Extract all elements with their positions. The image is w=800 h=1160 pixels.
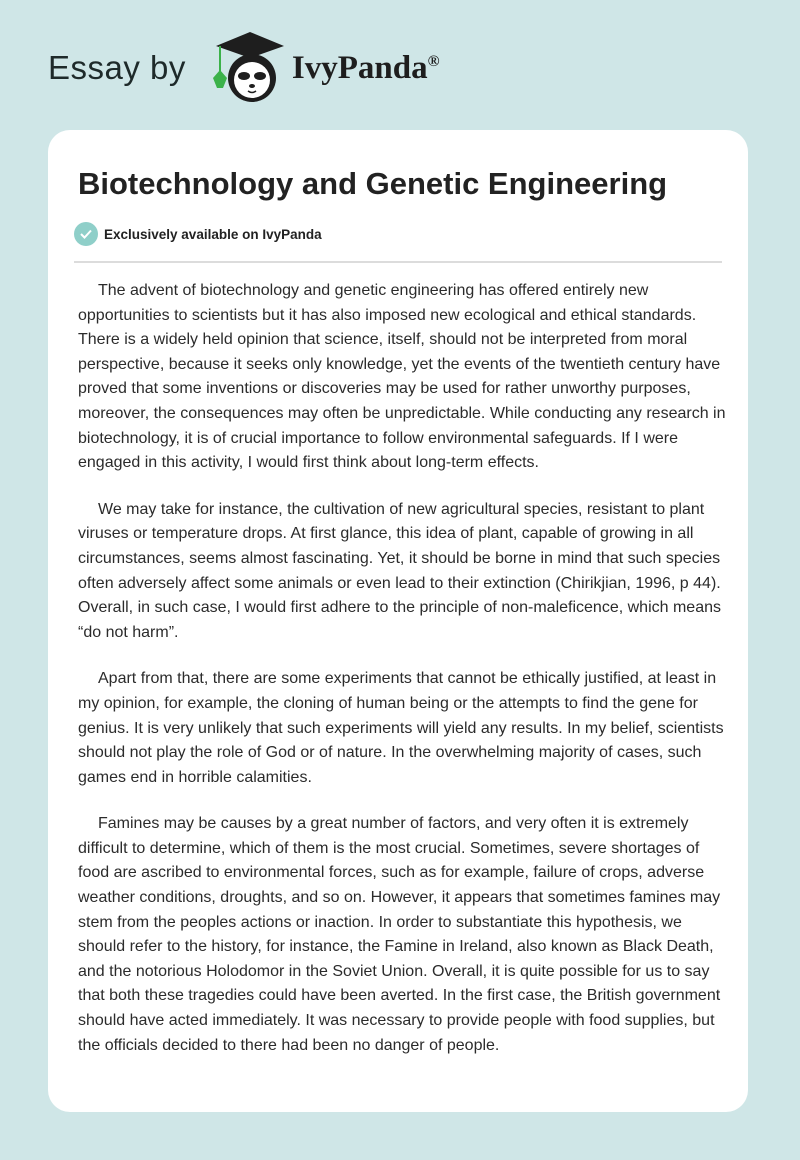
essay-by-label: Essay by: [48, 49, 186, 86]
panda-logo-icon[interactable]: [208, 28, 288, 108]
brand-text: IvyPanda: [291, 49, 428, 86]
essay-body: [78, 279, 728, 1080]
paragraph: We may take for instance, the cultivation of new agricultural species, resistant to plant viruses or temperature drops. At first glance, this idea of plant, capable of growing in all circumstances, seems almost fascinating. Yet, it should be borne in mind that such species often adversely affect some animals or even lead to their extinction (Chirikjian, 1996, p 44). Overall, in such case, I would first adhere to the principle of non-maleficence, which means “do not harm”.: [78, 500, 721, 641]
paragraph: Famines may be causes by a great number of factors, and very often it is extremely difficult to determine, which of them is the most crucial. Sometimes, severe shortages of food are ascribed to environmental forces, such as for example, failure of crops, adverse weather conditions, droughts, and so on. However, it appears that sometimes famines may stem from the peoples actions or inaction. In order to substantiate this hypothesis, we should refer to the history, for instance, the Famine in Ireland, also known as Black Death, and the notorious Holodomor in the Soviet Union. Overall, it is quite possible for us to say that both these tragedies could have been averted. In the first case, the British government should have acted immediately. It was necessary to provide people with food supplies, but the officials decided to there had been no danger of people.: [78, 815, 721, 1054]
check-icon: [74, 222, 98, 246]
registered-mark: ®: [427, 52, 440, 70]
brand-name[interactable]: [292, 50, 440, 87]
essay-title: Biotechnology and Genetic Engineering: [78, 166, 668, 201]
paragraph: The advent of biotechnology and genetic engineering has offered entirely new opportunities to scientists but it has also imposed new ecological and ethical standards. There is a widely held opinion that science, itself, should not be interpreted from moral perspective, because it seeks only knowledge, yet the events of the twentieth century have proved that some inventions or discoveries may be used for rather unworthy purposes, moreover, the consequences may often be unpredictable. While conducting any research in biotechnology, it is of crucial importance to follow environmental safeguards. If I were engaged in this activity, I would first think about long-term effects.: [78, 282, 726, 472]
essay-card: [48, 130, 748, 1112]
badge-text: Exclusively available on IvyPanda: [104, 226, 322, 242]
paragraph: Apart from that, there are some experiments that cannot be ethically justified, at least in my opinion, for example, the cloning of human being or the attempts to find the gene for genius. It is very unlikely that such experiments will yield any results. In my belief, scientists should not play the role of God or of nature. In the overwhelming majority of cases, such games end in horrible calamities.: [78, 670, 724, 786]
site-header: [48, 28, 440, 108]
divider: [74, 261, 722, 263]
exclusive-badge: [74, 222, 322, 246]
